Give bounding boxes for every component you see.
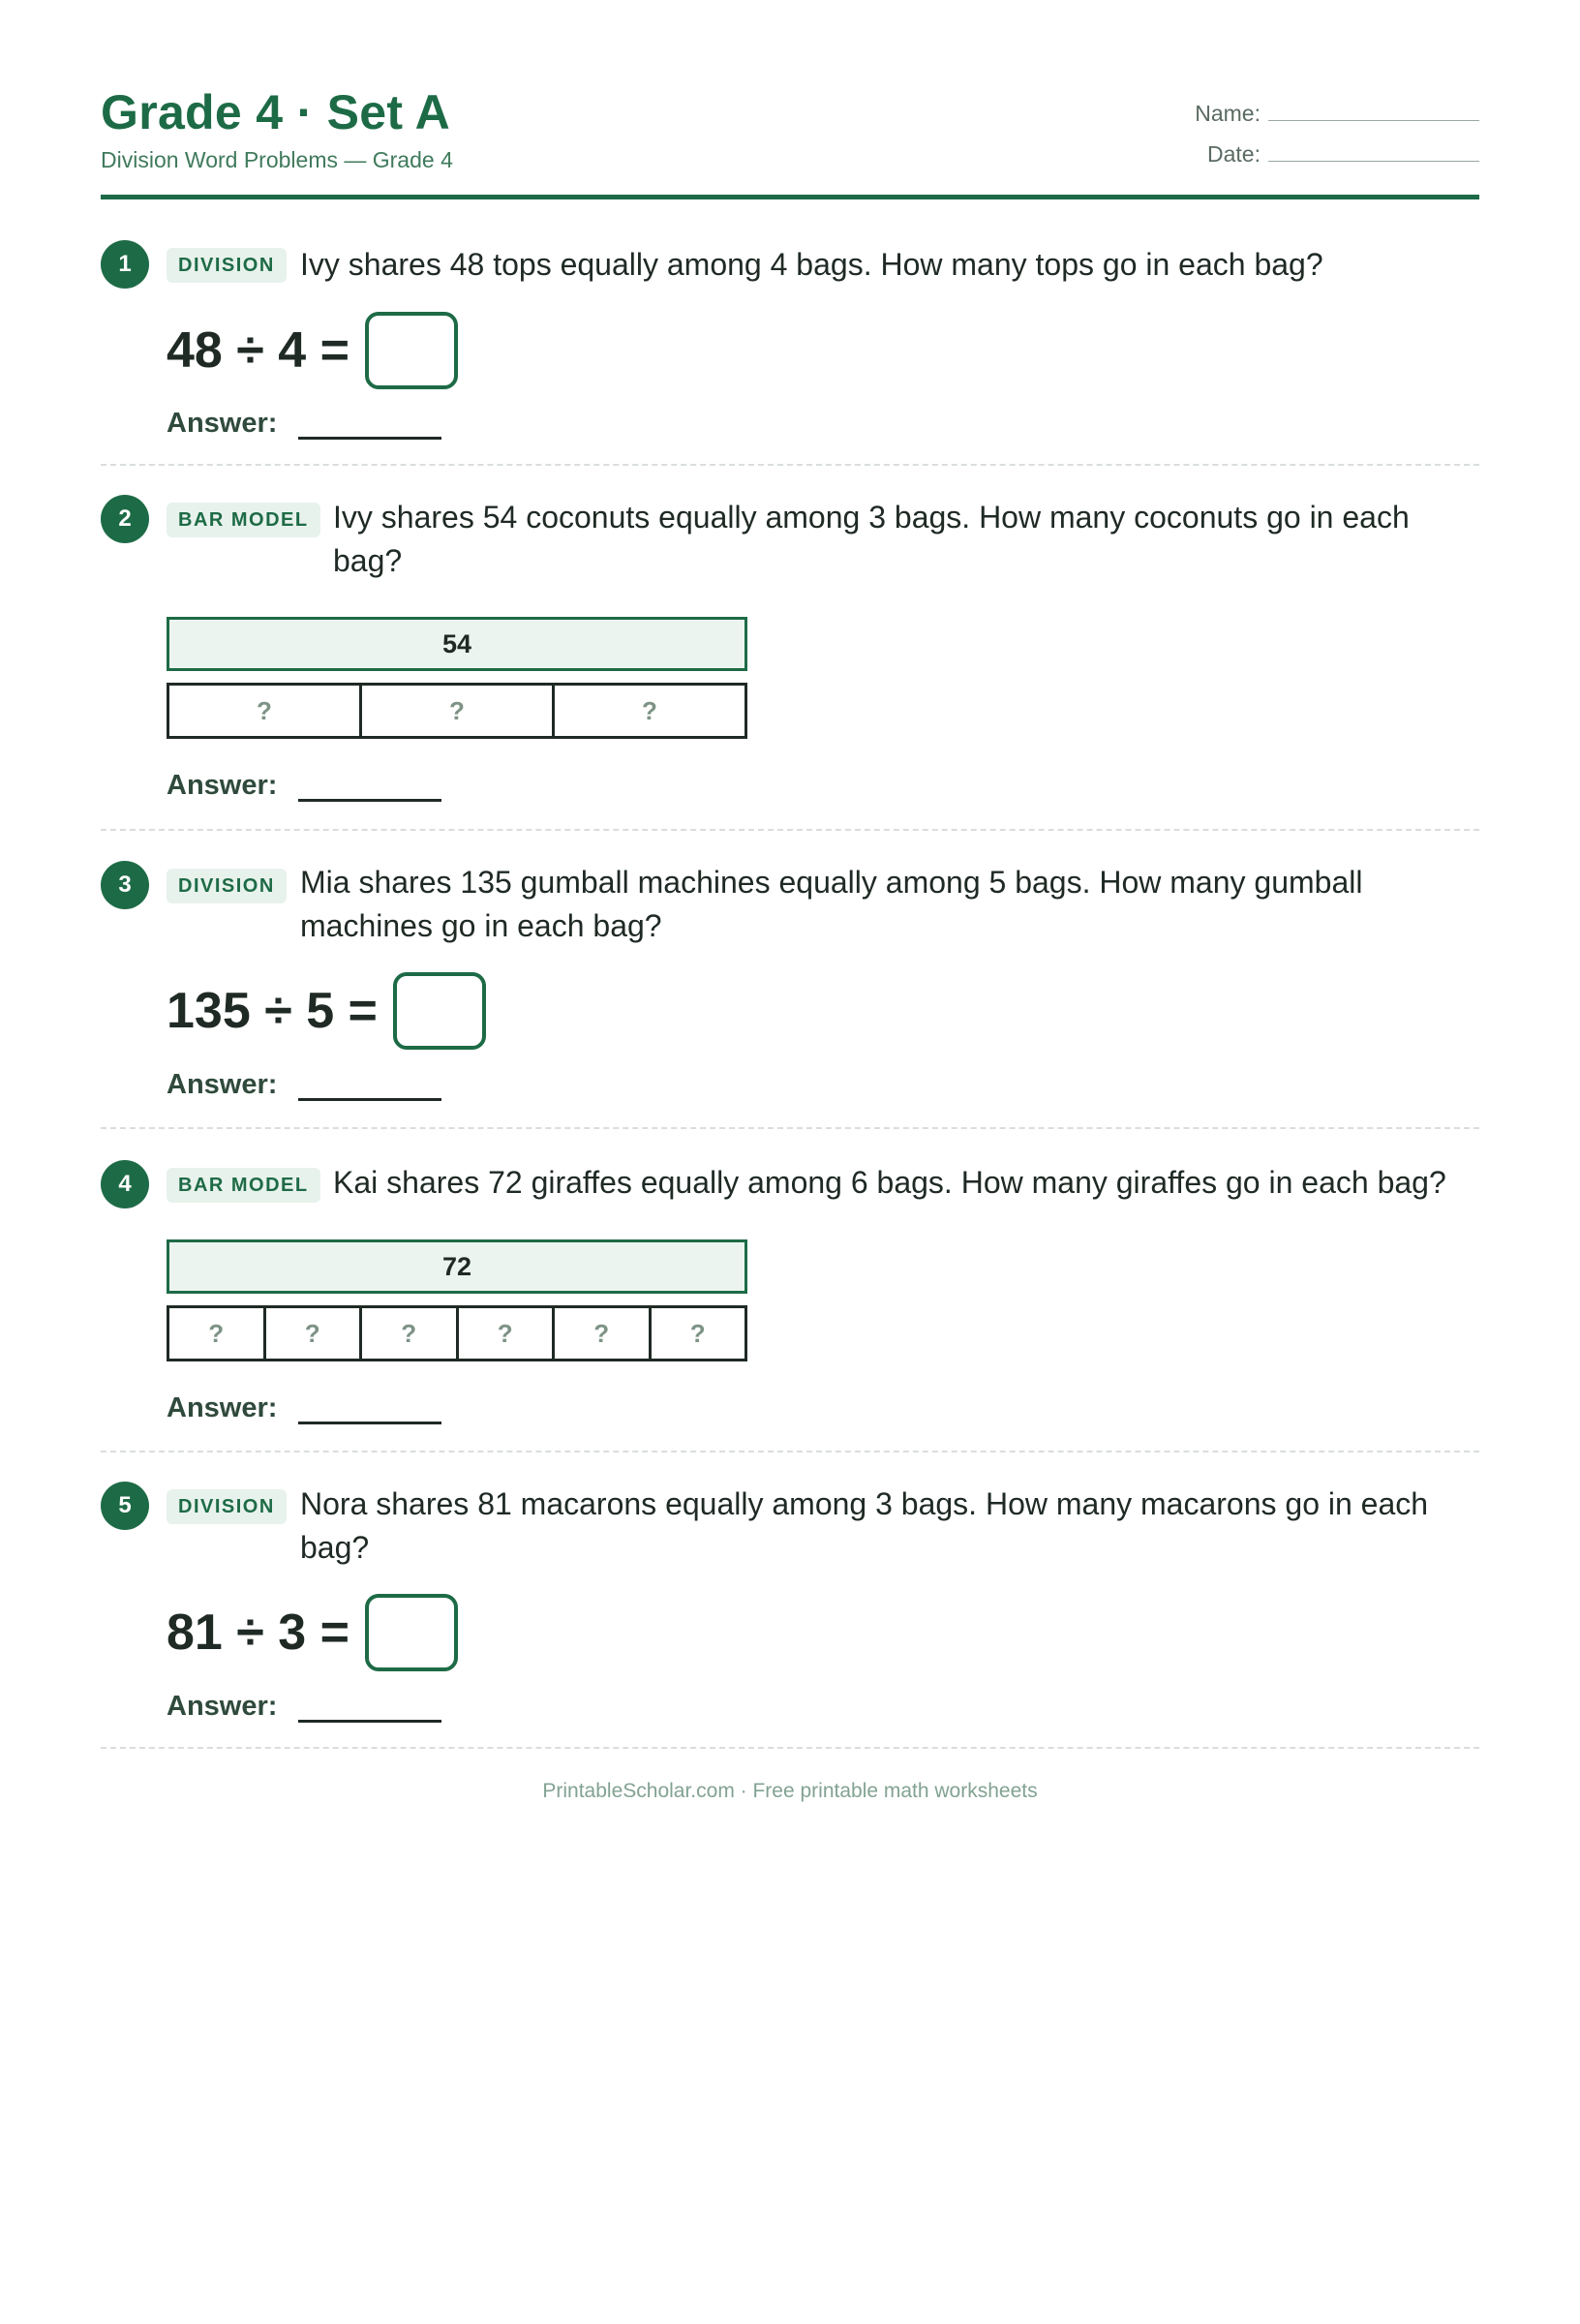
- answer-label: Answer:: [167, 1069, 278, 1100]
- bar-total: 54: [167, 617, 747, 671]
- date-line[interactable]: [1268, 161, 1479, 162]
- bar-part[interactable]: ?: [642, 696, 657, 725]
- name-field[interactable]: [1150, 99, 1479, 128]
- bar-part[interactable]: ?: [362, 686, 555, 736]
- bar-parts: [167, 1305, 747, 1361]
- bar-part[interactable]: ?: [555, 1308, 652, 1359]
- problem-number: 1: [101, 240, 149, 289]
- equation-text: 48 ÷ 4 =: [167, 322, 350, 379]
- bar-part[interactable]: ?: [459, 1308, 556, 1359]
- problem-tag: BAR MODEL: [167, 503, 320, 537]
- problem-1: [101, 199, 1479, 466]
- equation: [167, 312, 458, 389]
- page-title: Grade 4 · Set A: [101, 85, 451, 139]
- problem-number: 4: [101, 1160, 149, 1208]
- problem-tag: DIVISION: [167, 248, 287, 283]
- answer-line[interactable]: [298, 799, 441, 802]
- bar-model: [167, 1239, 747, 1361]
- problem-question: Nora shares 81 macarons equally among 3 bags. How many macarons go in each bag?: [300, 1486, 1429, 1565]
- equation: [167, 1594, 458, 1671]
- answer-box[interactable]: [393, 972, 486, 1050]
- bar-total: 72: [167, 1239, 747, 1294]
- bar-part[interactable]: ?: [266, 1308, 363, 1359]
- answer-label: Answer:: [167, 1691, 278, 1722]
- answer-label: Answer:: [167, 408, 278, 439]
- problem-question: Kai shares 72 giraffes equally among 6 bags. How many giraffes go in each bag?: [333, 1165, 1446, 1200]
- date-label: Date:: [1207, 141, 1261, 167]
- answer-label: Answer:: [167, 1392, 278, 1423]
- bar-part[interactable]: ?: [689, 1319, 706, 1348]
- answer-label: Answer:: [167, 770, 278, 801]
- problem-question: Mia shares 135 gumball machines equally among 5 bags. How many gumball machines go in each bag?: [300, 865, 1363, 943]
- problem-question: Ivy shares 54 coconuts equally among 3 bags. How many coconuts go in each bag?: [333, 500, 1410, 578]
- page-subtitle: Division Word Problems — Grade 4: [101, 147, 453, 172]
- answer-line[interactable]: [298, 1422, 441, 1424]
- problem-tag: BAR MODEL: [167, 1168, 320, 1203]
- date-field[interactable]: [1150, 139, 1479, 168]
- bar-part[interactable]: ?: [362, 1308, 459, 1359]
- problem-4: [101, 1129, 1479, 1452]
- bar-parts: [167, 683, 747, 739]
- name-label: Name:: [1195, 101, 1261, 126]
- problem-tag: DIVISION: [167, 869, 287, 903]
- answer-line[interactable]: [298, 437, 441, 440]
- problem-3: [101, 831, 1479, 1129]
- worksheet-page: [101, 0, 1479, 1722]
- problem-2: [101, 466, 1479, 831]
- bar-model: [167, 617, 747, 739]
- name-line[interactable]: [1268, 120, 1479, 121]
- problem-question: Ivy shares 48 tops equally among 4 bags. How many tops go in each bag?: [300, 247, 1323, 282]
- problem-number: 2: [101, 495, 149, 543]
- answer-line[interactable]: [298, 1720, 441, 1723]
- page-footer: PrintableScholar.com · Free printable math worksheets: [542, 1780, 1038, 1802]
- problem-number: 3: [101, 861, 149, 909]
- equation-text: 135 ÷ 5 =: [167, 983, 378, 1039]
- equation-text: 81 ÷ 3 =: [167, 1605, 350, 1661]
- problem-5: [101, 1452, 1479, 1749]
- problem-number: 5: [101, 1482, 149, 1530]
- problem-tag: DIVISION: [167, 1489, 287, 1524]
- answer-box[interactable]: [365, 1594, 458, 1671]
- equation: [167, 972, 486, 1050]
- answer-line[interactable]: [298, 1098, 441, 1101]
- answer-box[interactable]: [365, 312, 458, 389]
- bar-part[interactable]: ?: [169, 686, 362, 736]
- bar-part[interactable]: ?: [169, 1308, 266, 1359]
- worksheet-header: [101, 0, 1479, 199]
